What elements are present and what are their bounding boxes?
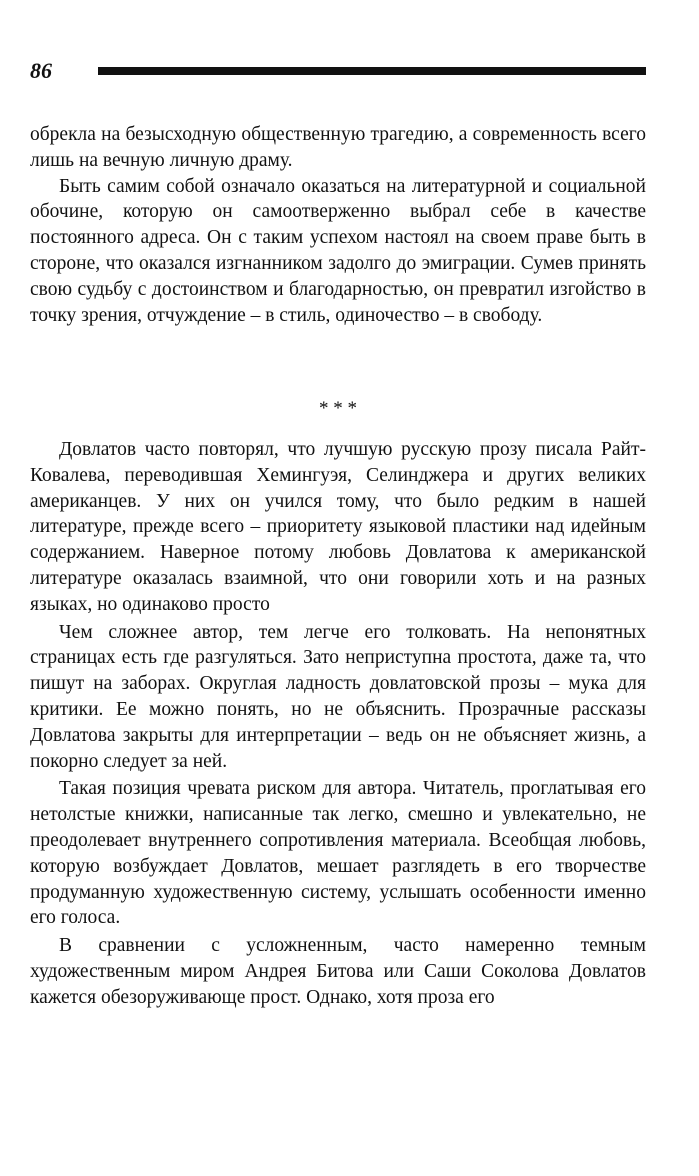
paragraph: обрекла на безысходную общественную трагедию, а современность всего лишь на вечную личную драму. xyxy=(30,124,646,171)
paragraph: Довлатов часто повторял, что лучшую русскую прозу писала Райт-Ковалева, переводившая Хемингуэя, Селинджера и других великих американцев. У них он учился тому, что было редким в нашей литературе, прежде всего – приоритету языковой пластики над идейным содержанием. Наверное потому любовь Довлатова к американской литературе оказалась взаимной, что они говорили хоть и на разных языках, но одинаково просто xyxy=(30,439,646,615)
paragraph: Чем сложнее автор, тем легче его толковать. На непонятных страницах есть где разгуляться. Зато неприступна простота, даже та, что пишут на заборах. Округлая ладность довлатовской прозы – мука для критики. Ее можно понять, но не объяснить. Прозрачные рассказы Довлатова закрыты для интерпретации – ведь он не объясняет жизнь, а покорно следует за ней. xyxy=(30,621,646,772)
header-rule xyxy=(98,67,646,75)
page-number: 86 xyxy=(30,58,52,83)
page-header xyxy=(30,56,646,86)
paragraph: В сравнении с усложненным, часто намеренно темным художественным миром Андрея Битова или Саши Соколова Довлатов кажется обезоруживающе прост. Однако, хотя проза его xyxy=(30,935,646,1008)
paragraph: Такая позиция чревата риском для автора. Читатель, проглатывая его нетолстые книжки, написанные так легко, смешно и увлекательно, не преодолевает внутреннего сопротивления материала. Всеобщая любовь, которую возбуждает Довлатов, мешает разглядеть в его творчестве продуманную художественную систему, услышать особенности именно его голоса. xyxy=(30,778,646,929)
text-block-top xyxy=(30,122,646,328)
text-block-bottom xyxy=(30,437,646,1013)
paragraph: Быть самим собой означало оказаться на литературной и социальной обочине, которую он самоотверженно выбрал себе в качестве постоянного адреса. Он с таким успехом настоял на своем праве быть в стороне, что оказался изгнанником задолго до эмиграции. Сумев принять свою судьбу с достоинством и благодарностью, он превратил изгойство в точку зрения, отчуждение – в стиль, одиночество – в свободу. xyxy=(30,175,646,326)
section-separator: * * * xyxy=(319,398,357,419)
